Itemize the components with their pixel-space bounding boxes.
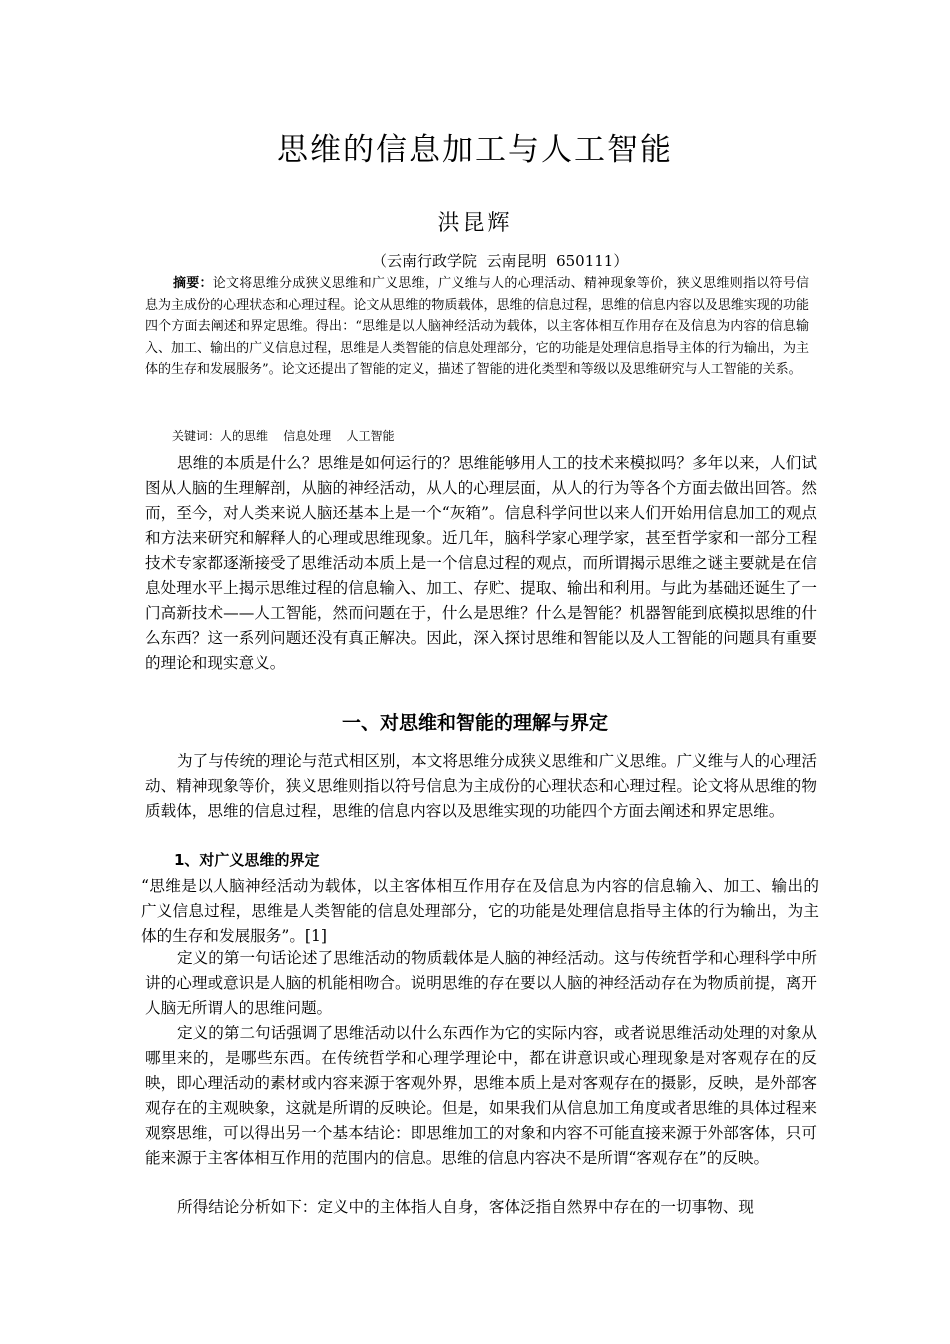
author-affiliation: （云南行政学院 云南昆明 650111） bbox=[372, 252, 629, 270]
subsection-heading: 1、对广义思维的界定 bbox=[174, 851, 320, 869]
section-heading: 一、对思维和智能的理解与界定 bbox=[341, 712, 608, 734]
definition-quote: “思维是以人脑神经活动为载体，以主客体相互作用存在及信息为内容的信息输入、加工、输出的广义信息过程，思维是人类智能的信息处理部分，它的功能是处理信息指导主体的行为输出，为主体的生存和发展服务”。[1] bbox=[141, 877, 819, 945]
intro-paragraph: 思维的本质是什么？思维是如何运行的？思维能够用人工的技术来模拟吗？多年以来，人们试图从人脑的生理解剖，从脑的神经活动，从人的心理层面，从人的行为等各个方面去做出回答。然而，至今，对人类来说人脑还基本上是一个“灰箱”。信息科学问世以来人们开始用信息加工的观点和方法来研究和解释人的心理或思维现象。近几年，脑科学家心理学家，甚至哲学家和一部分工程技术专家都逐渐接受了思维活动本质上是一个信息过程的观点，而所谓揭示思维之谜主要就是在信息处理水平上揭示思维过程的信息输入、加工、存贮、提取、输出和利用。与此为基础还诞生了一门高新技术——人工智能，然而问题在于，什么是思维？什么是智能？机器智能到底模拟思维的什么东西？这一系列问题还没有真正解决。因此，深入探讨思维和智能以及人工智能的问题具有重要的理论和现实意义。 bbox=[145, 454, 817, 672]
keywords: 关键词：人的思维 信息处理 人工智能 bbox=[172, 429, 395, 443]
abstract bbox=[145, 273, 809, 381]
paper-title: 思维的信息加工与人工智能 bbox=[277, 132, 673, 168]
body-paragraph: 定义的第二句话强调了思维活动以什么东西作为它的实际内容，或者说思维活动处理的对象从哪里来的，是哪些东西。在传统哲学和心理学理论中，都在讲意识或心理现象是对客观存在的反映，即心理活动的素材或内容来源于客观外界，思维本质上是对客观存在的摄影，反映，是外部客观存在的主观映象，这就是所谓的反映论。但是，如果我们从信息加工角度或者思维的具体过程来观察思维，可以得出另一个基本结论：即思维加工的对象和内容不可能直接来源于外部客体，只可能来源于主客体相互作用的范围内的信息。思维的信息内容决不是所谓“客观存在”的反映。 bbox=[145, 1024, 817, 1167]
abstract-text: 论文将思维分成狭义思维和广义思维，广义维与人的心理活动、精神现象等价，狭义思维则指以符号信息为主成份的心理状态和心理过程。论文从思维的物质载体，思维的信息过程，思维的信息内容以及思维实现的功能四个方面去阐述和界定思维。得出：“思维是以人脑神经活动为载体，以主客体相互作用存在及信息为内容的信息输入、加工、输出的广义信息过程，思维是人类智能的信息处理部分，它的功能是处理信息指导主体的行为输出，为主体的生存和发展服务”。论文还提出了智能的定义，描述了智能的进化类型和等级以及思维研究与人工智能的关系。 bbox=[145, 276, 809, 377]
body-paragraph: 定义的第一句话论述了思维活动的物质载体是人脑的神经活动。这与传统哲学和心理科学中所讲的心理或意识是人脑的机能相吻合。说明思维的存在要以人脑的神经活动存在为物质前提，离开人脑无所谓人的思维问题。 bbox=[145, 949, 817, 1017]
body-paragraph: 所得结论分析如下：定义中的主体指人自身，客体泛指自然界中存在的一切事物、现 bbox=[177, 1198, 754, 1216]
abstract-label: 摘要： bbox=[173, 276, 213, 291]
author-name: 洪昆辉 bbox=[437, 211, 513, 236]
section-paragraph: 为了与传统的理论与范式相区别，本文将思维分成狭义思维和广义思维。广义维与人的心理活动、精神现象等价，狭义思维则指以符号信息为主成份的心理状态和心理过程。论文将从思维的物质载体，思维的信息过程，思维的信息内容以及思维实现的功能四个方面去阐述和界定思维。 bbox=[145, 752, 817, 820]
